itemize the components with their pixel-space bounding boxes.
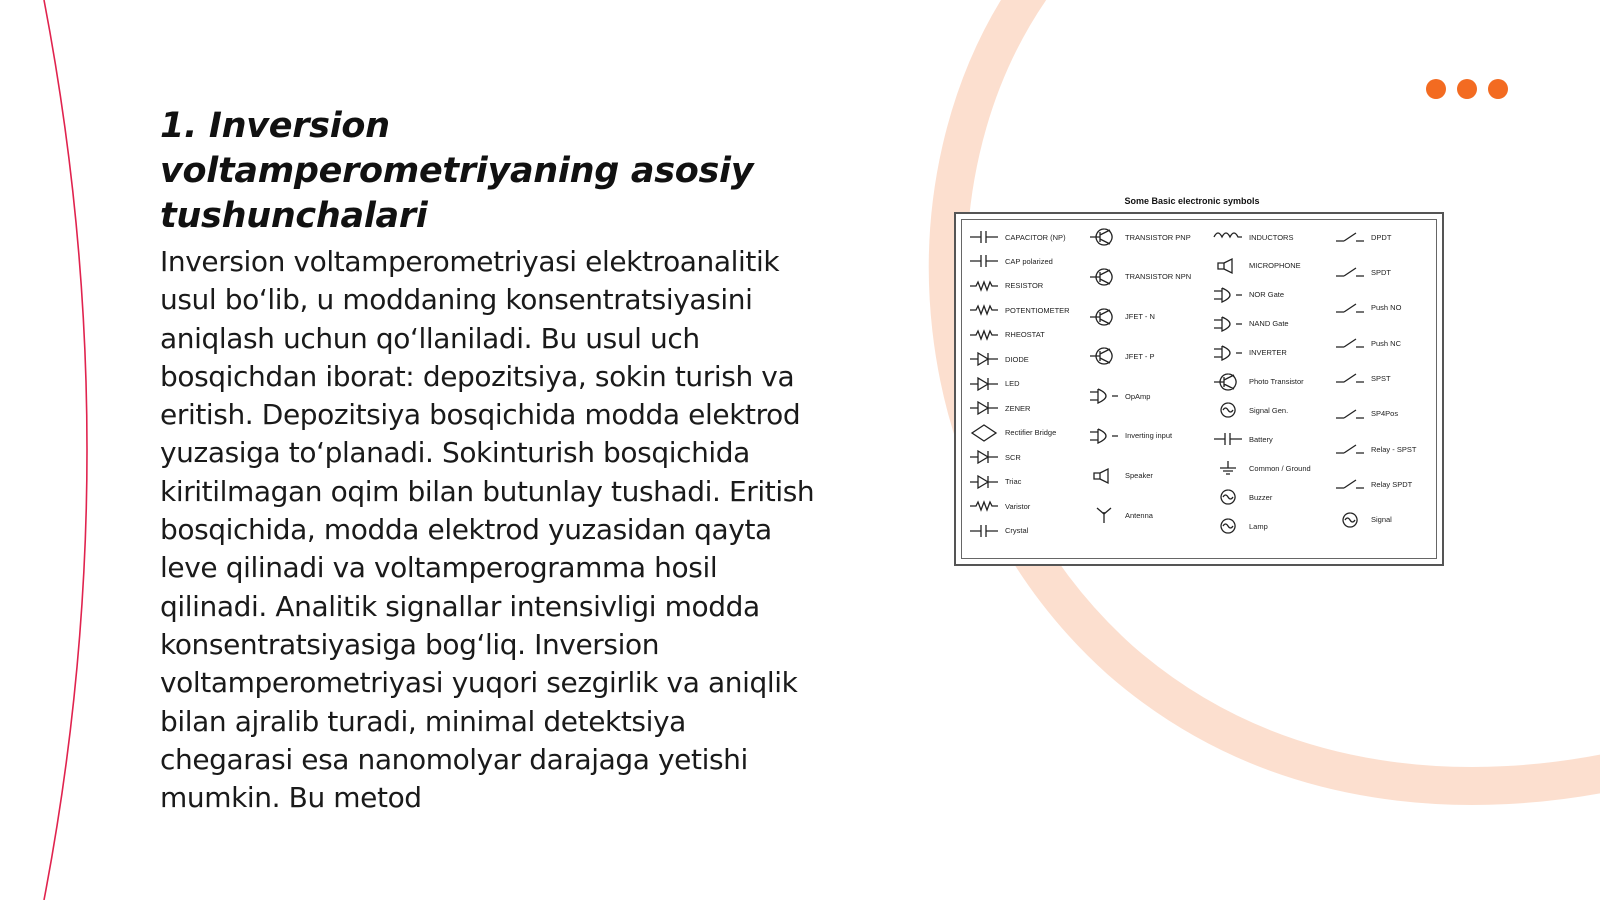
scr-icon [968,448,1000,466]
symbol-entry [1334,440,1416,458]
symbol-label: SPDT [1371,267,1392,277]
diode-icon [968,350,1000,368]
symbol-label: JFET - P [1125,351,1155,361]
symbol-label: CAPACITOR (NP) [1005,232,1066,242]
varistor-icon [968,497,1000,515]
symbol-label: Push NC [1371,338,1402,348]
transistor-npn-icon [1088,268,1120,286]
inverter-icon [1212,344,1244,362]
symbol-label: TRANSISTOR PNP [1125,232,1191,242]
symbol-entry [1088,387,1150,405]
symbol-label: SP4Pos [1371,409,1399,419]
symbol-label: Inverting input [1125,431,1173,441]
signal-generator-icon [1212,401,1244,419]
potentiometer-icon [968,301,1000,319]
symbol-entry [968,252,1053,270]
symbol-label: Push NO [1371,303,1402,313]
symbol-entry [1212,344,1287,362]
symbol-label: NAND Gate [1249,319,1289,329]
zener-icon [968,399,1000,417]
relay-spdt-icon [1334,475,1366,493]
photo-transistor-icon [1212,373,1244,391]
symbol-label: Signal [1371,515,1392,525]
spdt-switch-icon [1334,263,1366,281]
symbol-entry [1334,475,1412,493]
symbol-label: DIODE [1005,354,1029,364]
symbol-label: Speaker [1125,471,1153,480]
symbol-label: Relay - SPST [1371,444,1417,454]
symbol-entry [1088,228,1191,246]
symbol-entry [1212,488,1272,506]
symbol-entry [968,301,1070,319]
symbol-label: TRANSISTOR NPN [1125,272,1192,282]
symbol-entry [968,277,1043,295]
symbol-entry [1334,511,1392,529]
symbol-label: CAP polarized [1005,256,1053,266]
symbol-entry [1334,334,1401,352]
electronic-symbols-figure [952,196,1448,574]
microphone-icon [1212,257,1244,275]
symbol-label: Buzzer [1249,492,1273,502]
symbol-entry [1334,369,1391,387]
decorative-dots [1426,79,1508,99]
symbol-label: Photo Transistor [1249,377,1304,387]
rheostat-icon [968,326,1000,344]
symbol-entry [1212,373,1304,391]
lamp-icon [1212,517,1244,535]
symbol-entry [1212,257,1301,275]
dot-icon [1488,79,1508,99]
nand-gate-icon [1212,315,1244,333]
rectifier-bridge-icon [968,424,1000,442]
figure-title: Some Basic electronic symbols [1124,196,1260,206]
symbol-entry [968,497,1030,515]
ground-icon [1212,459,1244,477]
symbol-entry [968,375,1020,393]
slide-title: 1. Inversion voltamperometriyaning asosiy tushunchalari [160,106,754,236]
symbol-entry [1088,268,1191,286]
figure-frame [954,212,1444,566]
dpdt-switch-icon [1334,228,1366,246]
capacitor-polarized-icon [968,252,1000,270]
symbol-entry [1088,427,1172,445]
symbol-entry [1334,228,1391,246]
symbol-label: JFET - N [1125,312,1155,321]
symbol-entry [1212,430,1273,448]
dot-icon [1457,79,1477,99]
symbol-entry [1212,315,1289,333]
symbol-entry [1212,459,1311,477]
symbol-entry [1212,517,1268,535]
symbol-entry [1088,467,1153,485]
symbol-label: INDUCTORS [1249,232,1294,242]
symbol-entry [968,228,1066,246]
symbol-entry [1088,308,1155,326]
symbol-entry [1212,401,1288,419]
crystal-icon [968,522,1000,540]
symbol-label: SPST [1371,373,1391,383]
symbol-label: INVERTER [1249,348,1287,358]
triac-icon [968,473,1000,491]
resistor-icon [968,277,1000,295]
symbol-label: Signal Gen. [1249,405,1289,415]
symbol-entry [968,326,1045,344]
symbol-label: Relay SPDT [1371,479,1413,489]
sp4pos-switch-icon [1334,405,1366,423]
symbol-entry [968,448,1021,466]
symbol-entry [968,473,1021,491]
symbol-label: Battery [1249,434,1273,444]
opamp-icon [1088,387,1120,405]
antenna-icon [1088,506,1120,524]
symbol-label: ZENER [1005,403,1031,413]
speaker-icon [1088,467,1120,485]
led-icon [968,375,1000,393]
symbol-entry [968,399,1030,417]
symbol-entry [1088,506,1153,524]
push-no-icon [1334,299,1366,317]
symbol-entry [968,350,1029,368]
jfet-n-icon [1088,308,1120,326]
symbol-entry [1334,263,1391,281]
symbol-entry [1212,286,1284,304]
symbol-label: Antenna [1125,510,1153,520]
symbol-label: Lamp [1249,521,1268,531]
buzzer-icon [1212,488,1244,506]
symbol-label: Common / Ground [1249,463,1311,473]
signal-icon [1334,511,1366,529]
symbol-label: DPDT [1371,232,1392,242]
opamp-input-icon [1088,427,1120,445]
spst-switch-icon [1334,369,1366,387]
symbol-entry [1334,405,1398,423]
capacitor-icon [968,228,1000,246]
push-nc-icon [1334,334,1366,352]
jfet-p-icon [1088,347,1120,365]
dot-icon [1426,79,1446,99]
nor-gate-icon [1212,286,1244,304]
symbol-entry [1088,347,1154,365]
symbol-label: Varistor [1005,501,1031,511]
symbol-entry [1212,228,1293,246]
inductor-icon [1212,228,1244,246]
symbol-entry [968,522,1028,540]
symbol-label: SCR [1005,452,1021,462]
symbol-label: LED [1005,379,1020,389]
symbol-label: OpAmp [1125,391,1151,401]
left-accent-line [44,0,87,900]
symbol-entry [1334,299,1401,317]
symbol-label: RHEOSTAT [1005,330,1045,340]
symbol-label: MICROPHONE [1249,261,1301,271]
relay-spst-icon [1334,440,1366,458]
symbol-label: RESISTOR [1005,281,1044,291]
symbol-label: Rectifier Bridge [1005,428,1057,438]
slide-body-text: Inversion voltamperometriyasi elektroanalitik usul bo‘lib, u moddaning konsentratsiyasini aniqlash uchun qo‘llaniladi. Bu usul uch bosqichdan iborat: depozitsiya, sokin turish va eritish. Depozitsiya bosqichida modda elektrod yuzasiga to‘planadi. Sokinturish bosqichida kiritilmagan oqim bilan butunlay tushadi. Eritish bosqichida, modda elektrod yuzasidan qayta leve qilinadi va voltamperogramma hosil qilinadi. Analitik signallar intensivligi modda konsentratsiyasiga bog‘liq. Inversion voltamperometriyasi yuqori sezgirlik va aniqlik bilan ajralib turadi, minimal detektsiya chegarasi esa nanomolyar darajaga yetishi mumkin. Bu metod [160,245,815,815]
symbol-entry [968,424,1056,442]
symbol-label: NOR Gate [1249,290,1285,300]
transistor-pnp-icon [1088,228,1120,246]
symbols-grid [961,219,1437,559]
battery-icon [1212,430,1244,448]
symbol-label: Crystal [1005,526,1029,536]
symbol-label: POTENTIOMETER [1005,305,1070,315]
symbol-label: Triac [1005,477,1022,487]
